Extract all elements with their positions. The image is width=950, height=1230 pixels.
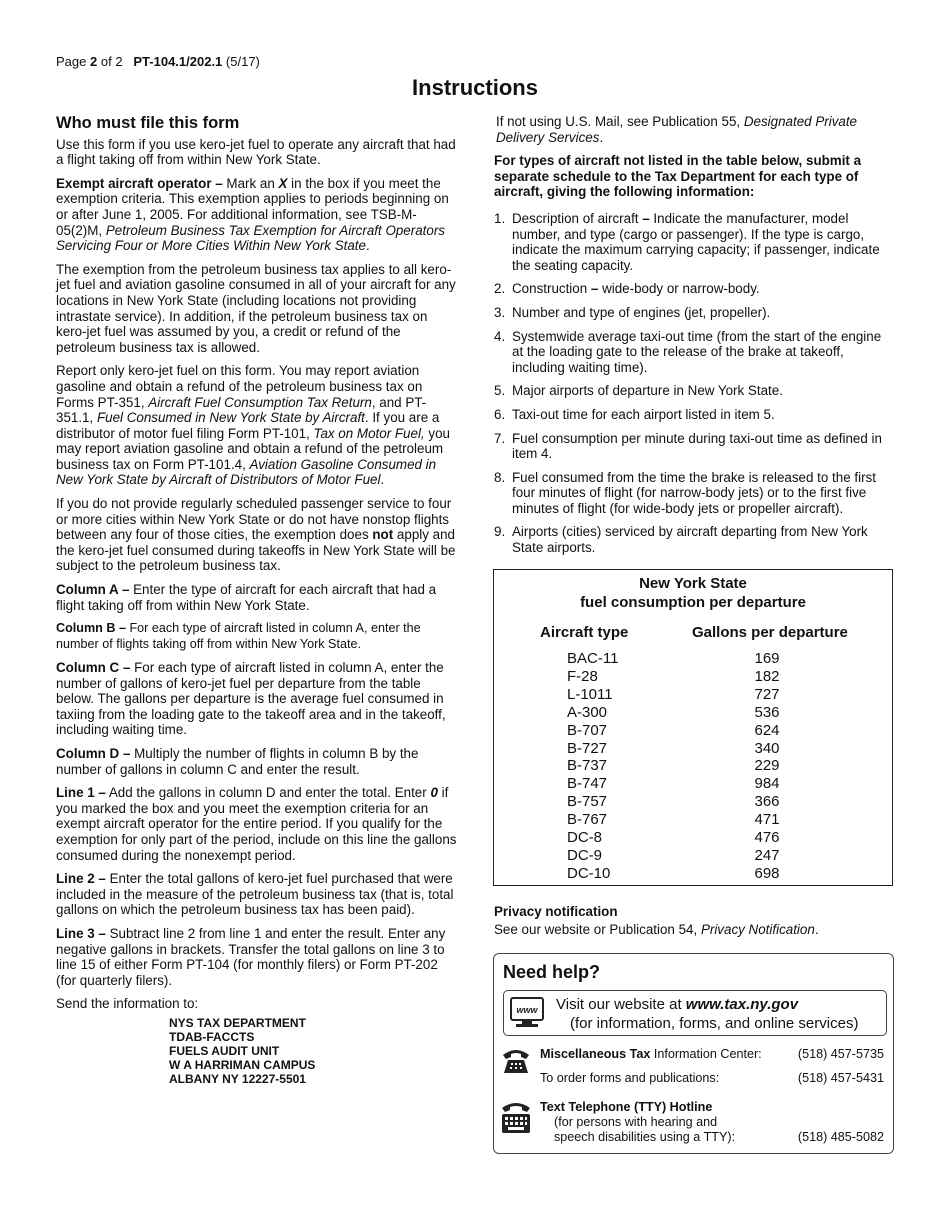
tty-title-text: Text Telephone (TTY) Hotline [540, 1100, 713, 1114]
gallons-cell: 536 [754, 703, 780, 721]
right-column [494, 114, 894, 564]
column-c-label: Column C – [56, 660, 131, 676]
tty-line-1: (for persons with hearing and [554, 1115, 718, 1129]
service-not: not [372, 527, 394, 543]
misc-tax-phone: (518) 457-5735 [797, 1047, 884, 1061]
item-number: 5. [494, 383, 506, 399]
item-number: 8. [494, 469, 506, 485]
column-d-label: Column D – [56, 746, 131, 761]
need-help-title: Need help? [503, 962, 601, 982]
item-text: Construction [512, 281, 591, 297]
gallons-cell: 984 [754, 775, 780, 793]
item-text: Systemwide average taxi-out time (from the start of the engine at the loading gate to the release of the brake at takeoff, including waiting time). [512, 328, 882, 375]
privacy-text-1: See our website or Publication 54, [494, 922, 701, 937]
table-row [567, 775, 847, 793]
service-text-1: If you do not provide regularly scheduled passenger service to four or more cities within New York State or do not have nonstop flights between any four of those cities, the exemption does [56, 496, 452, 543]
aircraft-type-cell: B-727 [567, 739, 608, 757]
item-text-2: wide-body or narrow-body. [598, 281, 760, 297]
gallons-cell: 624 [754, 721, 780, 739]
send-to-label: Send the information to: [56, 996, 199, 1012]
exempt-text-2: in the box if you meet the exemption criteria. This exemption applies to periods beginning on or after June 1, 2005. For additional information, see TSB-M-05(2)M, [56, 175, 449, 238]
need-help-box [493, 953, 894, 1154]
privacy-text-2: . [814, 922, 819, 937]
line-2-paragraph [56, 871, 458, 918]
column-a-text: Enter the type of aircraft for each aircraft that had a flight taking off from within New York State. [56, 582, 437, 613]
gallons-cell: 340 [754, 739, 780, 757]
item-text: Fuel consumption per minute during taxi-out time as defined in item 4. [512, 430, 882, 462]
tty-title [540, 1100, 712, 1114]
column-b-text: For each type of aircraft listed in column A, enter the number of flights taking off from within New York State. [56, 621, 421, 651]
aircraft-type-cell: A-300 [567, 703, 608, 721]
aircraft-type-cell: F-28 [567, 667, 598, 685]
fuel-table-title [494, 574, 892, 612]
item-number: 3. [494, 304, 506, 320]
mailing-address [169, 1016, 458, 1086]
address-line: ALBANY NY 12227-5501 [169, 1071, 306, 1086]
visit-text: Visit our website at [556, 996, 686, 1013]
gallons-cell: 471 [754, 811, 780, 829]
page-header [56, 54, 260, 69]
table-row [567, 865, 847, 883]
item-number: 9. [494, 524, 506, 540]
aircraft-type-cell: B-767 [567, 811, 608, 829]
gallons-cell: 247 [754, 846, 780, 864]
website-box [503, 990, 887, 1036]
item-dash: – [642, 210, 650, 226]
exempt-label: Exempt aircraft operator – [56, 175, 223, 191]
mail-text-1: If not using U.S. Mail, see Publication 55, [496, 114, 744, 129]
report-form-pt101: Tax on Motor Fuel, [313, 425, 425, 441]
line-2-label: Line 2 – [56, 871, 106, 887]
aircraft-type-cell: B-707 [567, 721, 608, 739]
report-text-4: you may report aviation gasoline and obtain a refund of the petroleum business tax on Form PT-101.4, [56, 425, 450, 472]
item-number: 1. [494, 210, 506, 226]
service-text-2: apply and the kero-jet fuel consumed during takeoffs in New York State will be subject to the petroleum business tax. [56, 527, 456, 574]
aircraft-type-cell: B-737 [567, 757, 608, 775]
list-item [494, 305, 894, 321]
list-item [494, 383, 894, 399]
gallons-header: Gallons per departure [692, 624, 848, 641]
list-item [494, 329, 894, 376]
aircraft-type-cell: L-1011 [567, 685, 613, 703]
table-row [567, 847, 847, 865]
column-c-text: For each type of aircraft listed in column A, enter the number of gallons of kero-jet fuel per departure from the table below. The gallons per departure is the average fuel consumed in taxiing from the loading gate to the takeoff area and in the takeoff, including waiting time. [56, 660, 446, 738]
gallons-cell: 727 [754, 685, 780, 703]
list-item [494, 281, 894, 297]
x-mark: X [278, 175, 288, 191]
page-prefix: Page [56, 54, 87, 69]
column-c-paragraph [56, 660, 458, 738]
list-item [494, 524, 894, 555]
misc-tax-bold: Miscellaneous Tax [540, 1047, 651, 1061]
tty-line-2: speech disabilities using a TTY): [554, 1130, 736, 1144]
item-text: Taxi-out time for each airport listed in item 5. [512, 406, 775, 422]
list-item [494, 407, 894, 423]
page-of: of 2 [100, 54, 123, 69]
exemption-scope-paragraph: The exemption from the petroleum business tax applies to all kero-jet fuel and aviation gasoline consumed in all of your aircraft for any locations in New York State (including locations not providing intrastate service). In addition, if the petroleum business tax on kero-jet fuel was assumed by you, a credit or refund of the petroleum business tax is allowed. [56, 261, 456, 355]
line-3-paragraph [56, 926, 458, 988]
report-form-pt1014: Aviation Gasoline Consumed in New York State by Aircraft of Distributors of Motor Fuel [56, 456, 437, 488]
gallons-cell: 476 [754, 829, 780, 847]
table-row [567, 740, 847, 758]
exempt-text-1: Mark an [222, 175, 279, 191]
tty-phone: (518) 485-5082 [797, 1130, 884, 1144]
mail-text-2: . [599, 129, 604, 145]
line-1-zero: 0 [430, 785, 438, 801]
table-row [567, 829, 847, 847]
exempt-publication: Petroleum Business Tax Exemption for Aircraft Operators Servicing Four or More Cities Within New York State [56, 222, 445, 254]
telephone-icon [501, 1047, 531, 1075]
aircraft-type-cell: B-747 [567, 775, 608, 793]
unlisted-aircraft-intro: For types of aircraft not listed in the table below, submit a separate schedule to the Tax Department for each type of aircraft, giving the following information: [494, 153, 862, 200]
form-date: (5/17) [225, 54, 260, 69]
page-title: Instructions [412, 75, 538, 100]
column-d-paragraph [56, 746, 458, 777]
order-forms-phone: (518) 457-5431 [797, 1071, 884, 1085]
exempt-operator-paragraph [56, 176, 458, 254]
table-row [567, 650, 847, 668]
intro-paragraph: Use this form if you use kero-jet fuel to operate any aircraft that had a flight taking off from within New York State. [56, 136, 456, 168]
item-number: 7. [494, 430, 506, 446]
aircraft-type-cell: DC-8 [567, 829, 603, 847]
www-icon-text: www [516, 1005, 538, 1015]
report-text-1: Report only kero-jet fuel on this form. You may report aviation gasoline and obtain a refund of the petroleum business tax on Forms PT-351, [56, 363, 423, 410]
page-number: 2 [90, 54, 98, 69]
table-row [567, 686, 847, 704]
mail-publication: Designated Private Delivery Services [496, 114, 857, 145]
privacy-heading: Privacy notification [494, 904, 618, 919]
who-must-file-heading: Who must file this form [56, 114, 240, 132]
aircraft-type-header: Aircraft type [540, 624, 629, 641]
fuel-consumption-table-box [493, 569, 893, 886]
form-id: PT-104.1/202.1 [133, 54, 223, 69]
misc-tax-line [540, 1047, 762, 1061]
tty-icon [500, 1101, 532, 1135]
report-text-2: , and PT-351.1, [56, 394, 427, 426]
column-b-label: Column B – [56, 621, 126, 636]
scheduled-service-paragraph [56, 496, 458, 574]
table-row [567, 668, 847, 686]
list-item [494, 211, 894, 273]
table-row [567, 704, 847, 722]
report-form-pt3511: Fuel Consumed in New York State by Aircraft [96, 410, 365, 426]
aircraft-type-cell: DC-10 [567, 864, 611, 882]
address-line: NYS TAX DEPARTMENT [169, 1015, 306, 1030]
fuel-table-title-line-1: New York State [639, 575, 747, 592]
gallons-cell: 698 [754, 864, 780, 882]
report-text-3: . If you are a distributor of motor fuel filing Form PT-101, [56, 410, 440, 441]
item-number: 4. [494, 328, 506, 344]
item-text: Description of aircraft [512, 210, 643, 226]
privacy-publication: Privacy Notification [700, 922, 815, 937]
address-line: FUELS AUDIT UNIT [169, 1043, 280, 1058]
column-b-paragraph [56, 621, 458, 652]
website-link[interactable]: www.tax.ny.gov [685, 996, 799, 1013]
item-text: Fuel consumed from the time the brake is released to the first four minutes of flight (for narrow-body jets) or to the first five minutes of flight (for wide-body jets or propeller aircraft). [512, 469, 876, 516]
item-dash: – [590, 281, 599, 297]
report-form-pt351: Aircraft Fuel Consumption Tax Return [148, 394, 372, 410]
privacy-section [494, 903, 894, 939]
exempt-end: . [365, 238, 370, 254]
address-line: W A HARRIMAN CAMPUS [169, 1057, 316, 1072]
item-number: 6. [494, 406, 506, 422]
table-row [567, 793, 847, 811]
gallons-cell: 169 [754, 650, 780, 667]
table-row [567, 811, 847, 829]
column-a-label: Column A – [56, 582, 130, 598]
item-text: Airports (cities) serviced by aircraft departing from New York State airports. [512, 524, 868, 556]
computer-www-icon [510, 997, 544, 1029]
report-text-5: . [380, 472, 385, 488]
list-item [494, 431, 894, 462]
line-1-paragraph [56, 785, 458, 863]
order-forms-label: To order forms and publications: [540, 1071, 720, 1085]
left-column [56, 116, 458, 1086]
table-row [567, 722, 847, 740]
item-text-2: Indicate the manufacturer, model number, and type (cargo or passenger). If the type is cargo, indicate the maximum carrying capacity; if passenger, indicate the seating capacity. [512, 210, 880, 273]
privacy-text [494, 921, 894, 939]
fuel-table-title-line-2: fuel consumption per departure [580, 594, 806, 611]
address-line: TDAB-FACCTS [169, 1029, 255, 1044]
item-text: Major airports of departure in New York State. [512, 383, 783, 399]
line-3-label: Line 3 – [56, 925, 106, 941]
column-a-paragraph [56, 582, 458, 613]
mail-paragraph [496, 114, 894, 145]
gallons-cell: 229 [754, 757, 780, 775]
fuel-table [567, 650, 847, 883]
aircraft-info-list [494, 211, 894, 556]
line-1-text-2: if you marked the box and you meet the exemption criteria for an exempt aircraft operator for the entire period. If you qualify for the exemption for only part of the period, include on this line the gallons consumed during the nonexempt period. [56, 785, 457, 863]
line-2-text: Enter the total gallons of kero-jet fuel purchased that were included in the measure of the petroleum business tax (that is, total gallons on which the petroleum business tax has been paid). [56, 871, 454, 918]
table-row [567, 757, 847, 775]
aircraft-type-cell: DC-9 [567, 846, 603, 864]
gallons-cell: 182 [754, 667, 780, 685]
item-text: Number and type of engines (jet, propeller). [512, 304, 771, 320]
report-paragraph [56, 363, 458, 488]
aircraft-type-cell: BAC-11 [567, 650, 619, 667]
line-1-label: Line 1 – [56, 785, 106, 801]
item-number: 2. [494, 281, 506, 297]
gallons-cell: 366 [754, 793, 780, 811]
list-item [494, 470, 894, 517]
line-3-text: Subtract line 2 from line 1 and enter the result. Enter any negative gallons in brackets. Transfer the total gallons on line 3 to line 15 of either Form PT-104 (for monthly filers) or Form PT-202 (for quarterly filers). [56, 925, 446, 988]
aircraft-type-cell: B-757 [567, 793, 608, 811]
line-1-text-1: Add the gallons in column D and enter the total. Enter [105, 785, 431, 801]
misc-tax-label: Information Center: [650, 1047, 762, 1061]
column-d-text: Multiply the number of flights in column B by the number of gallons in column C and enter the result. [56, 746, 419, 777]
website-subtext: (for information, forms, and online services) [570, 1015, 859, 1032]
visit-website-line [556, 996, 798, 1013]
